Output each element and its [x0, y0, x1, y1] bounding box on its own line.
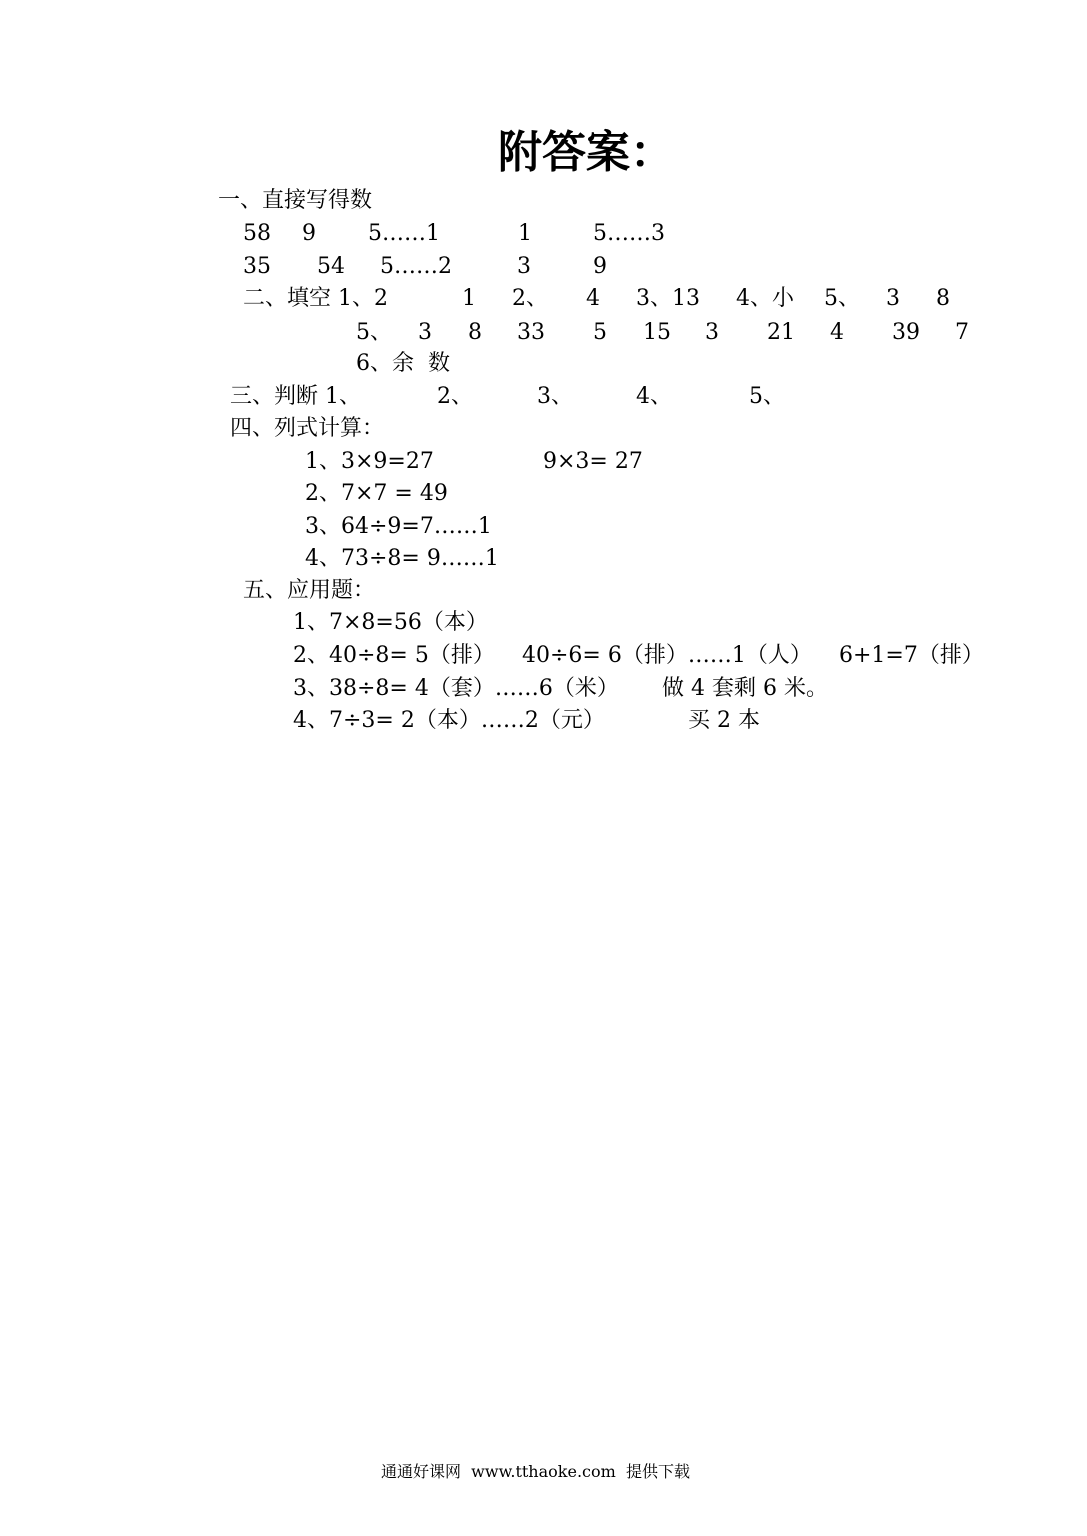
s1-r2-c3: 5……2: [380, 254, 452, 279]
s5-l2c: 6+1=7（排）: [839, 643, 984, 668]
s1-r1-c1: 58: [243, 221, 271, 246]
s3-c1: 三、判断 1、: [230, 384, 361, 409]
section5-heading: 五、应用题：: [243, 578, 376, 603]
s5-l4a: 4、7÷3= 2（本）……2（元）: [293, 708, 605, 733]
s1-r2-c5: 9: [593, 254, 607, 279]
s5-l3a: 3、38÷8= 4（套）……6（米）: [293, 676, 619, 701]
footer-text: 通通好课网 www.tthaoke.com 提供下载: [381, 1462, 690, 1481]
s2-l2-c9: 4: [830, 320, 844, 345]
s3-c4: 4、: [636, 384, 672, 409]
s5-l2a: 2、40÷8= 5（排）: [293, 643, 495, 668]
s1-r1-c3: 5……1: [368, 221, 440, 246]
s2-l2-c10: 39: [892, 320, 920, 345]
s5-l2b: 40÷6= 6（排）……1（人）: [522, 643, 812, 668]
s2-l2-c11: 7: [955, 320, 969, 345]
s2-l2-c4: 33: [517, 320, 545, 345]
section1-heading: 一、直接写得数: [218, 188, 373, 213]
s2-l1-c1: 二、填空 1、2: [243, 286, 388, 311]
s2-l1-c4: 4: [586, 286, 600, 311]
s5-l1: 1、7×8=56（本）: [293, 610, 488, 635]
s3-c2: 2、: [437, 384, 473, 409]
s2-l1-c2: 1: [462, 286, 476, 311]
s5-l3b: 做 4 套剩 6 米。: [662, 676, 828, 701]
s4-l2: 2、7×7 = 49: [305, 481, 448, 506]
s2-l2-c1: 5、: [356, 320, 392, 345]
s5-l4b: 买 2 本: [688, 708, 760, 733]
section4-heading: 四、列式计算：: [230, 416, 385, 441]
s2-l1-c8: 3: [886, 286, 900, 311]
s2-l2-c6: 15: [643, 320, 671, 345]
s3-c3: 3、: [537, 384, 573, 409]
s3-c5: 5、: [749, 384, 785, 409]
s1-r2-c4: 3: [517, 254, 531, 279]
s2-l1-c9: 8: [936, 286, 950, 311]
s2-l2-c2: 3: [418, 320, 432, 345]
s2-l1-c5: 3、13: [636, 286, 700, 311]
page-title: 附答案：: [498, 127, 674, 178]
s1-r1-c5: 5……3: [593, 221, 665, 246]
s2-l1-c7: 5、: [824, 286, 860, 311]
s4-l3: 3、64÷9=7……1: [305, 514, 492, 539]
s2-l2-c8: 21: [767, 320, 795, 345]
s2-l1-c6: 4、小: [736, 286, 794, 311]
s1-r1-c2: 9: [302, 221, 316, 246]
s2-l3: 6、余 数: [356, 351, 450, 376]
s1-r2-c2: 54: [317, 254, 345, 279]
s4-l1a: 1、3×9=27: [305, 449, 434, 474]
s1-r1-c4: 1: [518, 221, 532, 246]
s4-l1b: 9×3= 27: [543, 449, 643, 474]
s2-l2-c3: 8: [468, 320, 482, 345]
s2-l1-c3: 2、: [512, 286, 548, 311]
s4-l4: 4、73÷8= 9……1: [305, 546, 499, 571]
s2-l2-c7: 3: [705, 320, 719, 345]
s2-l2-c5: 5: [593, 320, 607, 345]
s1-r2-c1: 35: [243, 254, 271, 279]
